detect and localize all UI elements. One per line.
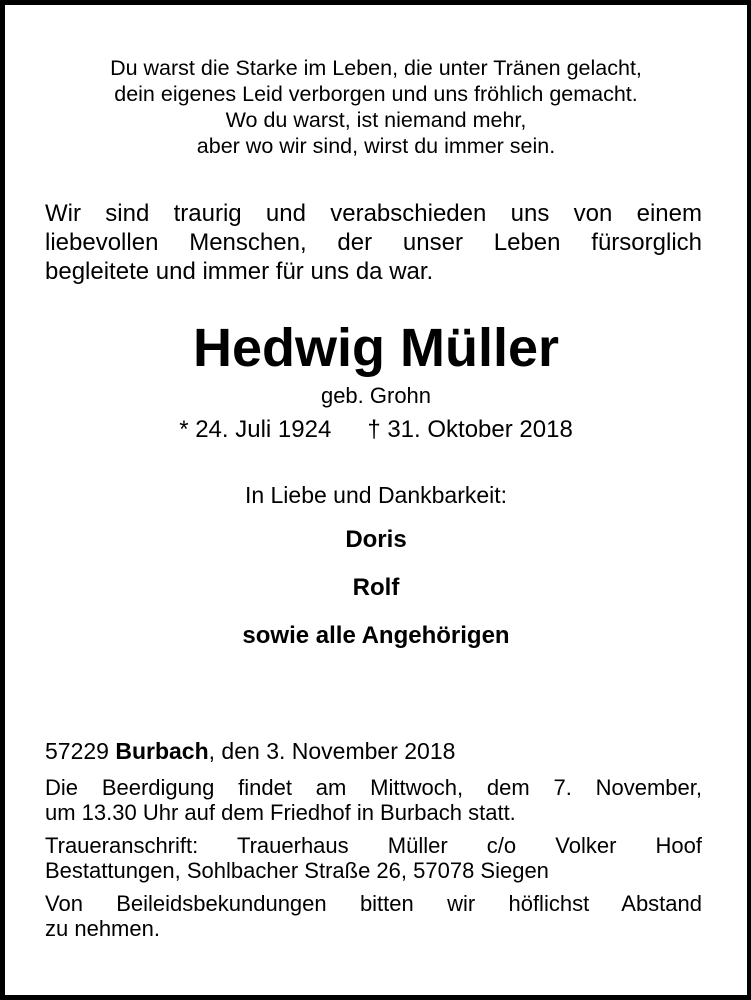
mourners-intro: In Liebe und Dankbarkeit: <box>244 482 508 508</box>
birth-date: * 24. Juli 1924 <box>179 416 332 443</box>
notice-footer <box>45 737 702 949</box>
mourning-address <box>45 833 702 883</box>
address-line: Traueranschrift: Trauerhaus Müller c/o Volker Hoof <box>45 833 702 858</box>
condolence-line: Von Beileidsbekundungen bitten wir höflichst Abstand <box>45 891 702 916</box>
condolence-note <box>45 891 702 941</box>
notice-date: , den 3. November 2018 <box>208 738 456 764</box>
intro-line: Wir sind traurig und verabschieden uns von einem <box>45 200 702 227</box>
address-line: Bestattungen, Sohlbacher Straße 26, 57078 Siegen <box>45 858 549 883</box>
funeral-line: um 13.30 Uhr auf dem Friedhof in Burbach statt. <box>45 800 516 825</box>
poem-line: aber wo wir sind, wirst du immer sein. <box>196 134 556 158</box>
town: Burbach <box>115 738 209 764</box>
funeral-info <box>45 775 702 825</box>
intro-line: begleitete und immer für uns da war. <box>45 258 434 285</box>
intro-line: liebevollen Menschen, der unser Leben fürsorglich <box>45 229 702 256</box>
death-date: † 31. Oktober 2018 <box>367 416 573 443</box>
poem-line: Wo du warst, ist niemand mehr, <box>225 108 527 132</box>
postal-code: 57229 <box>45 738 109 764</box>
mourner-name: Rolf <box>352 574 400 601</box>
deceased-name: Hedwig Müller <box>192 318 560 378</box>
place-and-date <box>45 737 702 765</box>
condolence-line: zu nehmen. <box>45 916 160 941</box>
intro-paragraph <box>45 199 702 286</box>
poem-line: dein eigenes Leid verborgen und uns fröhlich gemacht. <box>114 82 638 106</box>
life-dates <box>5 415 747 445</box>
poem-line: Du warst die Starke im Leben, die unter Tränen gelacht, <box>110 56 642 80</box>
mourner-name: sowie alle Angehörigen <box>242 622 510 649</box>
mourner-name: Doris <box>345 526 407 553</box>
maiden-name: geb. Grohn <box>320 383 432 408</box>
funeral-line: Die Beerdigung findet am Mittwoch, dem 7. November, <box>45 775 702 800</box>
memorial-poem <box>5 55 747 159</box>
